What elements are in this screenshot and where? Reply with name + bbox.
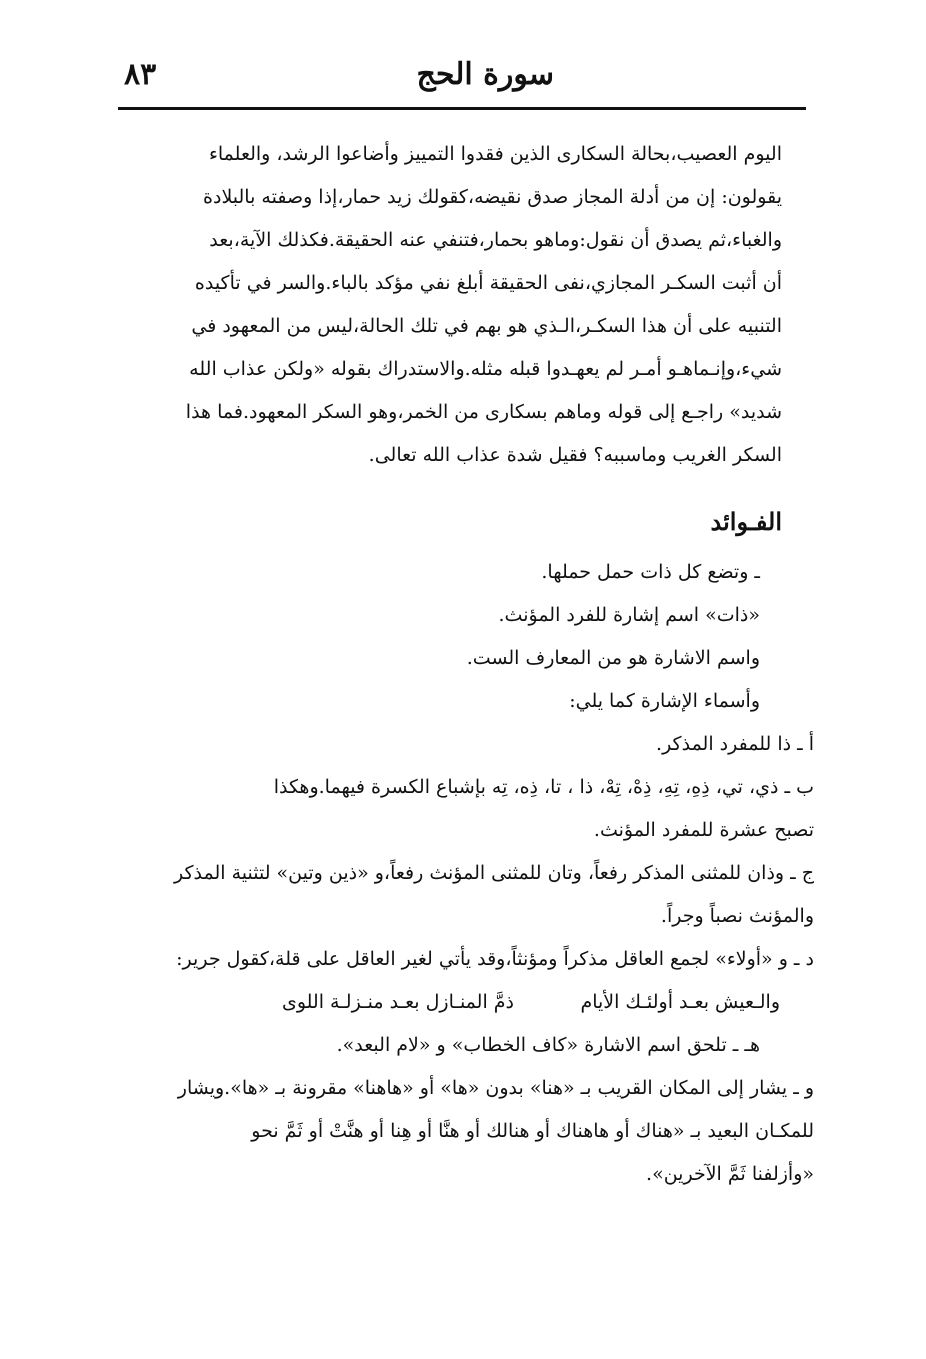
list-item: أ ـ ذا للمفرد المذكر. — [656, 733, 814, 755]
intro-line: التنبيه على أن هذا السكـر،الـذي هو بهم في تلك الحالة،ليس من المعهود في — [191, 315, 782, 337]
verse-line: ـ وتضع كل ذات حمل حملها. — [541, 561, 760, 583]
list-item: ب ـ ذي، تي، ذِهِ، تِهِ، ذِهْ، تِهْ، ذا ، تا، ذِه، تِه بإشباع الكسرة فيهما.وهكذا — [273, 776, 814, 798]
header-rule — [118, 107, 806, 110]
intro-line: شديد» راجـع إلى قوله وماهم بسكارى من الخمر،وهو السكر المعهود.فما هذا — [185, 401, 782, 423]
page-number: ٨٣ — [124, 57, 157, 92]
poem-second-hemistich: والـعيش بعـد أولئـك الأيام — [580, 991, 780, 1013]
poem-first-hemistich: ذمَّ المنـازل بعـد منـزلـة اللوى — [281, 991, 514, 1013]
list-item: هـ ـ تلحق اسم الاشارة «كاف الخطاب» و «لام البعد». — [336, 1034, 760, 1056]
list-item: و ـ يشار إلى المكان القريب بـ «هنا» بدون «ها» أو «هاهنا» مقرونة بـ «ها».ويشار — [177, 1077, 814, 1099]
list-item: د ـ و «أولاء» لجمع العاقل مذكراً ومؤنثاً،وقد يأتي لغير العاقل على قلة،كقول جرير: — [176, 948, 814, 970]
benefits-heading: الفـوائد — [710, 507, 782, 536]
surah-title: سورة الحج — [416, 57, 554, 92]
list-item: ج ـ وذان للمثنى المذكر رفعاً، وتان للمثنى المؤنث رفعاً،و «ذين وتين» لتثنية المذكر — [174, 862, 814, 884]
page-header — [118, 55, 804, 107]
intro-line: والغباء،ثم يصدق أن نقول:وماهو بحمار،فتنفي عنه الحقيقة.فكذلك الآية،بعد — [209, 229, 782, 251]
intro-line: السكر الغريب وماسببه؟ فقيل شدة عذاب الله تعالى. — [368, 444, 782, 466]
list-item: والمؤنث نصباً وجراً. — [660, 905, 814, 927]
explanation-line: وأسماء الإشارة كما يلي: — [569, 690, 760, 712]
list-item: للمكـان البعيد بـ «هناك أو هاهناك أو هنالك أو هنَّا أو هِنا أو هنَّتْ أو ثَمَّ نحو — [251, 1120, 814, 1142]
intro-line: اليوم العصيب،بحالة السكارى الذين فقدوا التمييز وأضاعوا الرشد، والعلماء — [208, 143, 782, 165]
list-item: تصبح عشرة للمفرد المؤنث. — [593, 819, 814, 841]
explanation-line: واسم الاشارة هو من المعارف الست. — [466, 647, 760, 669]
intro-line: شيء،وإنـماهـو أمـر لم يعهـدوا قبله مثله.والاستدراك بقوله «ولكن عذاب الله — [189, 358, 782, 380]
list-item: «وأزلفنا ثَمَّ الآخرين». — [646, 1163, 814, 1185]
intro-line: أن أثبت السكـر المجازي،نفى الحقيقة أبلغ نفي مؤكد بالباء.والسر في تأكيده — [194, 272, 782, 294]
explanation-line: «ذات» اسم إشارة للفرد المؤنث. — [498, 604, 760, 626]
intro-line: يقولون: إن من أدلة المجاز صدق نقيضه،كقولك زيد حمار،إذا وصفته بالبلادة — [203, 186, 782, 208]
